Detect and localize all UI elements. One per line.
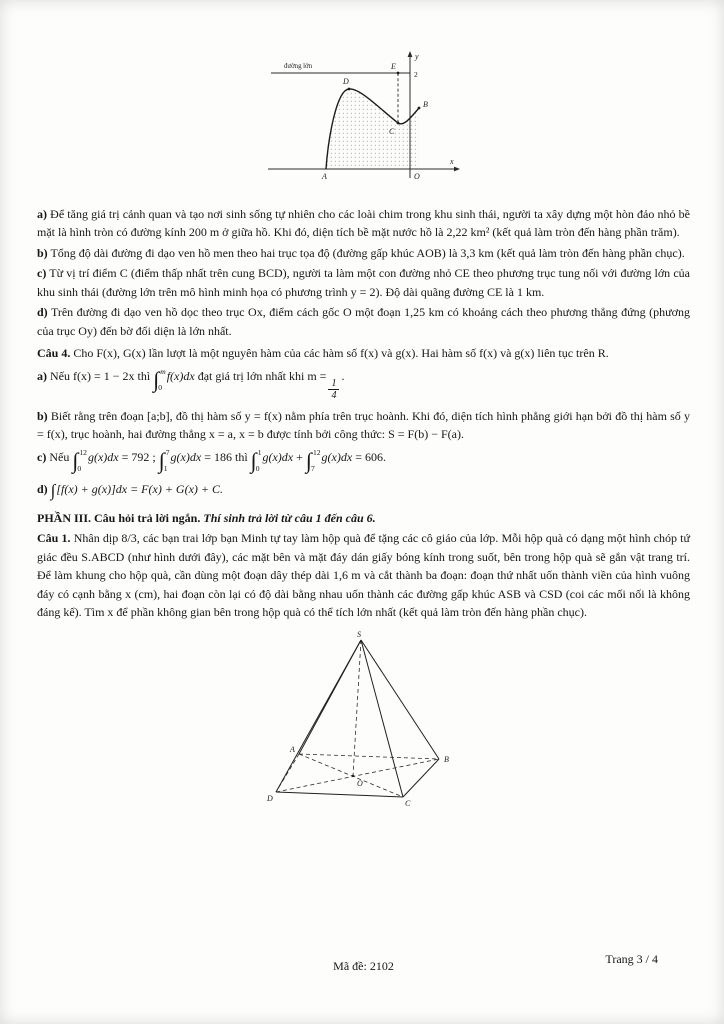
pyramid-figure-container (266, 628, 461, 815)
page-content (37, 44, 690, 815)
integral-body: g(x)dx (321, 449, 353, 464)
question1-text: Nhân dịp 8/3, các bạn trai lớp bạn Minh tự tay làm hộp quà để tặng các cô giáo của lớp. Mỗi hộp quà có dạng một hình chóp tứ giác đều S.ABCD (như hình dưới đây), các mặt bên và mặt đáy dán giấy bóng kính trong suốt, bên trong hộp quà sẽ gắn vật trang trí. Để làm khung cho hộp quà, cần dùng một đoạn dây thép dài 1,6 m và cắt thành ba đoạn: đoạn thứ nhất uốn thành viền của hình vuông đáy có cạnh bằng x (cm), hai đoạn còn lại có độ dài bằng nhau uốn thành các đường gấp khúc ASB và CSD (coi các mối nối là không đáng kể). Tìm x để phần không gian bên trong hộp quà có thể tích lớn nhất (kết quả làm tròn đến hàng phần chục). (37, 531, 691, 620)
question4-item-a (37, 367, 690, 402)
question4-item-c (37, 448, 690, 473)
integral-upper-limit: 12 (312, 447, 321, 457)
statement-d-text: Trên đường đi dạo ven hồ dọc theo trục Ox, điểm cách gốc O một đoạn 1,25 km có khoảng cách theo phương thẳng đứng (phương của trục Oy) đến bờ đối diện là lớn nhất. (37, 305, 690, 338)
definite-integral-7-12 (306, 449, 321, 473)
question4-c-eq1: = 792 ; (121, 449, 156, 464)
statement-c-text: Từ vị trí điểm C (điểm thấp nhất trên cung BCD), người ta làm một con đường nhỏ CE theo phương trục tung nối với đường lớn của khu sinh thái (đường lớn trên mô hình minh họa có phương trình y = 2). Độ dài quãng đường CE là 1 km. (37, 266, 690, 299)
question4-c-label: c) (37, 449, 47, 464)
definite-integral-1-7 (159, 449, 170, 473)
center-o-label: O (357, 778, 363, 788)
question1-label: Câu 1. (37, 531, 71, 546)
integral-symbol: ∫ (50, 480, 56, 500)
question4-item-b (37, 407, 690, 444)
statement-a-label: a) (37, 207, 47, 221)
x-axis-label: x (449, 157, 454, 166)
statement-a-text: Để tăng giá trị cảnh quan và tạo nơi sinh sống tự nhiên cho các loài chim trong khu sinh thái, người ta xây dựng một hòn đảo nhỏ bề mặt là hình tròn có đường kính 200 m ở giữa hồ. Khi đó, diện tích bề mặt nước hồ là 2,22 km² (kết quả làm tròn đến hàng phần trăm). (37, 207, 690, 240)
question4-c-eq2: = 186 (204, 449, 232, 464)
statement-d-label: d) (37, 305, 48, 320)
corner-b-label: B (444, 754, 449, 764)
integral-upper-limit: 7 (165, 447, 170, 457)
statement-b (37, 244, 690, 262)
definite-integral-0-12 (72, 449, 87, 473)
pyramid-figure (266, 628, 461, 810)
y-axis-arrow (407, 51, 412, 57)
integral-symbol: ∫ (72, 447, 79, 473)
integral-lower-limit: 0 (77, 464, 82, 474)
question4-intro-text: Cho F(x), G(x) lần lượt là một nguyên hàm của các hàm số f(x) và g(x). Hai hàm số f(x) và g(x) liên tục trên R. (73, 346, 609, 361)
statement-c (37, 264, 690, 301)
pyramid-center-dot (352, 775, 354, 777)
page-number: Trang 3 / 4 (605, 952, 658, 966)
point-d-dot (347, 88, 350, 91)
question4-a-label: a) (37, 368, 47, 383)
point-a-label: A (321, 172, 327, 181)
question4-d-label: d) (37, 481, 48, 496)
question4-c-plus: + (296, 449, 303, 464)
fraction-denominator: 4 (331, 390, 337, 402)
integral-upper-limit: 1 (257, 447, 262, 457)
apex-label: S (357, 629, 361, 639)
question4-b-label: b) (37, 408, 48, 423)
road-y-value-label: 2 (413, 70, 418, 79)
lake-model-figure (262, 44, 466, 194)
statement-a (37, 205, 690, 242)
question4-a-mid: đạt giá trị lớn nhất khi m = (197, 368, 327, 383)
integral-upper-limit: 12 (79, 447, 87, 457)
statement-d (37, 303, 690, 340)
point-c-dot (396, 122, 399, 125)
question4-intro (37, 344, 690, 362)
integral-lower-limit: 7 (310, 464, 315, 474)
corner-c-label: C (405, 798, 411, 808)
statement-c-label: c) (37, 266, 47, 281)
question4-label: Câu 4. (37, 346, 71, 361)
question4-c-pre: Nếu (49, 449, 70, 464)
integral-lower-limit: 1 (163, 464, 168, 474)
page-footer (37, 954, 690, 974)
pyramid-hidden-edges (276, 640, 439, 797)
part3-title: Câu hỏi trả lời ngắn. (94, 510, 201, 525)
integral-symbol: ∫ (305, 447, 312, 473)
lake-figure-container (262, 44, 466, 199)
question4-item-d (37, 478, 690, 504)
integral-body: g(x)dx (262, 449, 294, 464)
integral-symbol: ∫ (153, 366, 160, 392)
integral-lower-limit: 0 (255, 464, 260, 474)
integral-symbol: ∫ (250, 447, 257, 473)
corner-d-label: D (267, 793, 273, 803)
integral-symbol: ∫ (158, 447, 165, 473)
statement-b-label: b) (37, 245, 48, 260)
point-d-label: D (342, 77, 349, 86)
point-b-dot (417, 107, 420, 110)
fraction-numerator: 1 (328, 378, 339, 391)
point-c-label: C (388, 127, 394, 136)
integral-body: f(x)dx (166, 368, 195, 383)
integral-upper-limit: m (160, 366, 166, 376)
question4-a-pre: Nếu f(x) = 1 − 2x thì (50, 368, 151, 383)
question1 (37, 529, 690, 621)
definite-integral-0-1 (251, 449, 262, 473)
question4-c-eq3: = 606. (355, 449, 386, 464)
exam-code: Mã đề: 2102 (333, 959, 394, 973)
integral-body: g(x)dx (170, 449, 202, 464)
definite-integral-0-m (153, 368, 166, 392)
point-b-label: B (422, 100, 428, 109)
part3-label: PHẦN III. (37, 510, 92, 525)
integral-body: g(x)dx (87, 449, 119, 464)
part3-heading (37, 509, 690, 527)
question4-c-mid: thì (234, 449, 248, 464)
question4-b-text: Biết rằng trên đoạn [a;b], đồ thị hàm số y = f(x) nằm phía trên trục hoành. Khi đó, diện tích hình phẳng giới hạn bởi đồ thị hàm số y = f(x), trục hoành, hai đường thẳng x = a, x = b được tính bởi công thức: S = F(b) − F(a). (37, 408, 691, 442)
integral-lower-limit: 0 (158, 383, 163, 393)
question4-a-end: . (341, 368, 345, 383)
road-label: đường lớn (283, 63, 312, 70)
question4-d-text: [f(x) + g(x)]dx = F(x) + G(x) + C. (56, 481, 224, 496)
fraction-one-fourth (328, 378, 339, 402)
point-e-label: E (390, 62, 396, 71)
part3-subtitle: Thí sinh trả lời từ câu 1 đến câu 6. (203, 510, 376, 525)
y-axis-label: y (414, 52, 419, 61)
x-axis-arrow (454, 167, 460, 172)
statement-b-text: Tổng độ dài đường đi dạo ven hồ men theo hai trục tọa độ (đường gấp khúc AOB) là 3,3 km (kết quả làm tròn đến hàng phần chục). (50, 245, 685, 260)
point-e-dot (396, 72, 399, 75)
corner-a-label: A (290, 744, 295, 754)
origin-label: O (413, 172, 420, 181)
pyramid-solid-edges (276, 640, 439, 797)
